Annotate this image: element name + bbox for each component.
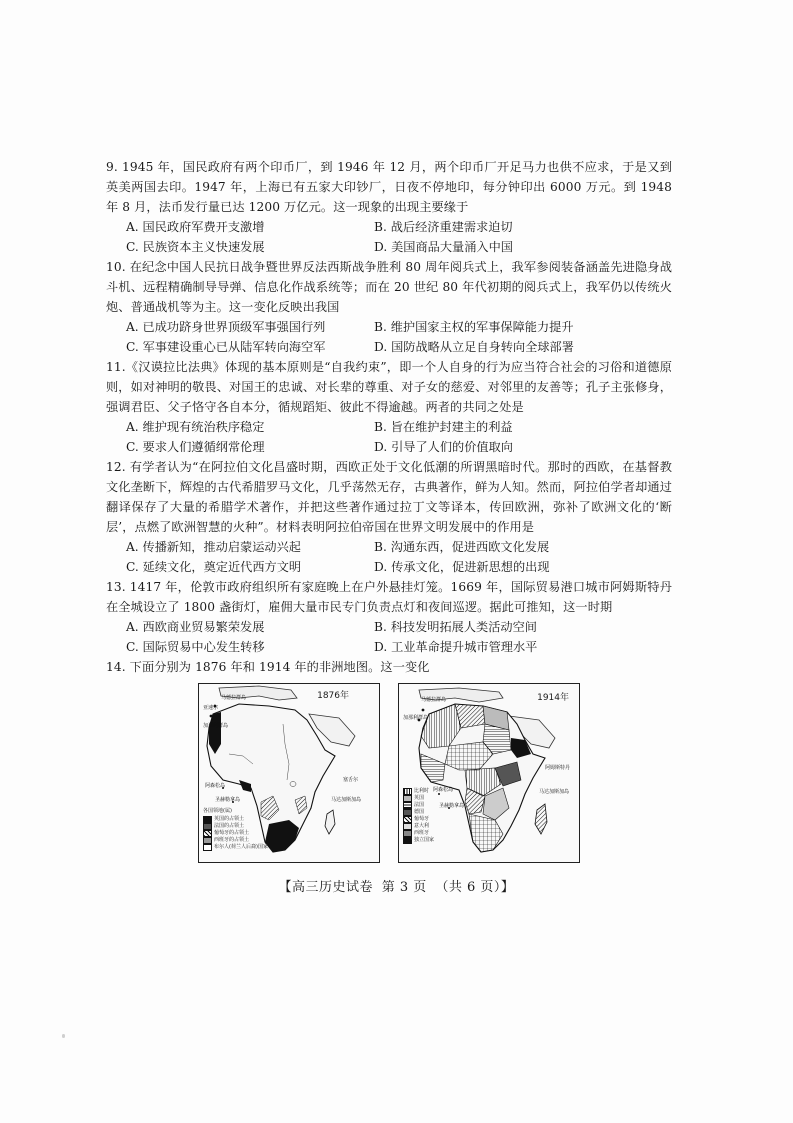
legend-label: 英国的占领土 xyxy=(214,816,245,822)
legend-label: 独立国家 xyxy=(414,837,435,843)
legend-label: 法国 xyxy=(414,802,425,808)
legend-label: 布尔人(荷兰人后裔)国家 xyxy=(214,844,268,850)
map-legend xyxy=(403,788,434,844)
option-c: C. 要求人们遵循纲常伦理 xyxy=(126,440,265,454)
map-comparison xyxy=(106,683,672,863)
map-label: 马达加斯加岛 xyxy=(539,789,570,795)
legend-label: 法国的占领土 xyxy=(214,823,245,829)
legend-item xyxy=(403,809,434,816)
island-ascension xyxy=(438,793,440,795)
legend-item xyxy=(203,837,268,844)
legend-label: 比利时 xyxy=(414,788,430,794)
legend-label: 葡萄牙的占领土 xyxy=(214,830,250,836)
option-d: D. 国防战略从立足自身转向全球部署 xyxy=(374,340,574,354)
footer-paper-title: 【高三历史试卷 xyxy=(278,880,374,895)
question-10 xyxy=(106,257,672,357)
legend-label: 西班牙 xyxy=(414,830,430,836)
option-c: C. 延续文化，奠定近代西方文明 xyxy=(126,560,302,574)
legend-item xyxy=(203,830,268,837)
legend-swatch xyxy=(403,802,412,809)
legend-item xyxy=(403,795,434,802)
legend-label: 德国 xyxy=(414,809,425,815)
map-label: 加那利群岛 xyxy=(403,715,429,721)
option-a: A. 维护现有统治秩序稳定 xyxy=(126,420,265,434)
madagascar-shape xyxy=(325,810,335,834)
map-year-label: 1876年 xyxy=(315,688,351,701)
legend-label: 意大利 xyxy=(414,823,430,829)
map-year-label: 1914年 xyxy=(535,690,571,703)
africa-map-1876 xyxy=(198,683,380,863)
option-a: A. 西欧商业贸易繁荣发展 xyxy=(126,620,265,634)
scan-speck xyxy=(62,1034,65,1038)
question-stem: 14. 下面分别为 1876 年和 1914 年的非洲地图。这一变化 xyxy=(106,660,430,674)
map-label: 阿姆斯特丹 xyxy=(545,765,571,771)
legend-swatch xyxy=(403,816,412,823)
legend-swatch xyxy=(203,844,212,851)
option-group xyxy=(106,417,672,457)
option-group xyxy=(106,317,672,357)
map-label: 马达加斯加岛 xyxy=(331,797,362,803)
option-a: A. 已成功跻身世界顶级军事强国行列 xyxy=(126,320,326,334)
map-label: 马德拉群岛 xyxy=(221,695,247,701)
option-b: B. 旨在维护封建主的利益 xyxy=(374,420,513,434)
legend-label: 西班牙的占领土 xyxy=(214,837,250,843)
question-14 xyxy=(106,657,672,863)
option-d: D. 引导了人们的价值取向 xyxy=(374,440,513,454)
option-b: B. 沟通东西，促进西欧文化发展 xyxy=(374,540,550,554)
option-b: B. 科技发明拓展人类活动空间 xyxy=(374,620,537,634)
map-label: 阿森松岛 xyxy=(205,783,226,789)
colony-south xyxy=(265,820,299,852)
question-13 xyxy=(106,577,672,657)
question-11 xyxy=(106,357,672,457)
footer-page-number: 第 3 页 xyxy=(381,880,427,895)
option-b: B. 维护国家主权的军事保障能力提升 xyxy=(374,320,574,334)
island-canary xyxy=(210,715,213,718)
legend-label: 英国 xyxy=(414,795,425,801)
map-label: 加那利群岛 xyxy=(203,723,229,729)
option-d: D. 工业革命提升城市管理水平 xyxy=(374,640,538,654)
legend-title: 各国领地(属) xyxy=(203,808,232,814)
map-legend xyxy=(203,808,268,851)
legend-swatch xyxy=(203,816,212,823)
legend-item xyxy=(403,823,434,830)
legend-swatch xyxy=(403,830,412,837)
option-a: A. 国民政府军费开支激增 xyxy=(126,220,265,234)
legend-item xyxy=(403,837,434,844)
option-group xyxy=(106,617,672,657)
legend-swatch xyxy=(403,788,412,795)
map-label: 圣赫勒拿岛 xyxy=(439,803,465,809)
legend-item xyxy=(403,830,434,837)
question-9 xyxy=(106,157,672,257)
island-madeira xyxy=(422,709,425,712)
option-c: C. 国际贸易中心发生转移 xyxy=(126,640,265,654)
page-footer xyxy=(0,876,793,895)
map-label: 马德拉群岛 xyxy=(421,697,447,703)
option-a: A. 传播新知，推动启蒙运动兴起 xyxy=(126,540,301,554)
option-c: C. 民族资本主义快速发展 xyxy=(126,240,265,254)
map-label: 塞舌尔 xyxy=(343,777,359,783)
legend-swatch xyxy=(403,823,412,830)
legend-swatch xyxy=(403,837,412,844)
legend-item xyxy=(203,823,268,830)
legend-swatch xyxy=(403,809,412,816)
footer-total-pages: （共 6 页）】 xyxy=(435,880,515,895)
legend-swatch xyxy=(403,795,412,802)
option-b: B. 战后经济重建需求迫切 xyxy=(374,220,513,234)
madagascar-shape xyxy=(535,804,547,834)
map-label: 亚速尔 xyxy=(203,705,219,711)
legend-item xyxy=(203,844,268,851)
question-stem: 11.《汉谟拉比法典》体现的基本原则是“自我约束”，即一个人自身的行为应当符合社会的习俗和道德原则，如对神明的敬畏、对国王的忠诚、对长辈的尊重、对子女的慈爱、对邻里的友善等；孔子主张修身，强调君臣、父子恪守各自本分，循规蹈矩、彼此不得逾越。两者的共同之处是 xyxy=(106,360,672,414)
legend-swatch xyxy=(203,823,212,830)
question-stem: 9. 1945 年，国民政府有两个印币厂，到 1946 年 12 月，两个印币厂开足马力也供不应求，于是又到英美两国去印。1947 年，上海已有五家大印钞厂，日夜不停地印，每分钟印出 6000 万元。到 1948 年 8 月，法币发行量已达 1200 万亿元。这一现象的出现主要缘于 xyxy=(106,160,672,214)
legend-item xyxy=(403,802,434,809)
question-stem: 12. 有学者认为“在阿拉伯文化昌盛时期，西欧正处于文化低潮的所谓黑暗时代。那时的西欧，在基督教文化垄断下，辉煌的古代希腊罗马文化，几乎荡然无存，古典著作，鲜为人知。然而，阿拉伯学者却通过翻译保存了大量的希腊学术著作，并把这些著作通过拉丁文等译本，传回欧洲，弥补了欧洲文化的‘断层’，点燃了欧洲智慧的火种”。材料表明阿拉伯帝国在世界文明发展中的作用是 xyxy=(106,460,672,534)
legend-label: 葡萄牙 xyxy=(414,816,430,822)
option-d: D. 美国商品大量涌入中国 xyxy=(374,240,513,254)
option-d: D. 传承文化，促进新思想的出现 xyxy=(374,560,550,574)
map-label: 阿森松岛 xyxy=(433,787,454,793)
legend-swatch xyxy=(203,830,212,837)
legend-item xyxy=(203,816,268,823)
question-stem: 10. 在纪念中国人民抗日战争暨世界反法西斯战争胜利 80 周年阅兵式上，我军参阅装备涵盖先进隐身战斗机、远程精确制导导弹、信息化作战系统等；而在 20 世纪 80 年代初期的阅兵式上，我军仍以传统火炮、普通战机等为主。这一变化反映出我国 xyxy=(106,260,672,314)
africa-map-1914 xyxy=(398,683,580,863)
legend-item xyxy=(403,788,434,795)
legend-swatch xyxy=(203,837,212,844)
question-list xyxy=(106,157,672,863)
option-group xyxy=(106,217,672,257)
legend-item xyxy=(403,816,434,823)
question-12 xyxy=(106,457,672,577)
question-stem: 13. 1417 年，伦敦市政府组织所有家庭晚上在户外悬挂灯笼。1669 年，国际贸易港口城市阿姆斯特丹在全城设立了 1800 盏街灯，雇佣大量市民专门负责点灯和夜间巡逻。据此可推知，这一时期 xyxy=(106,580,672,614)
option-c: C. 军事建设重心已从陆军转向海空军 xyxy=(126,340,326,354)
option-group xyxy=(106,537,672,577)
map-label: 圣赫勒拿岛 xyxy=(215,797,241,803)
